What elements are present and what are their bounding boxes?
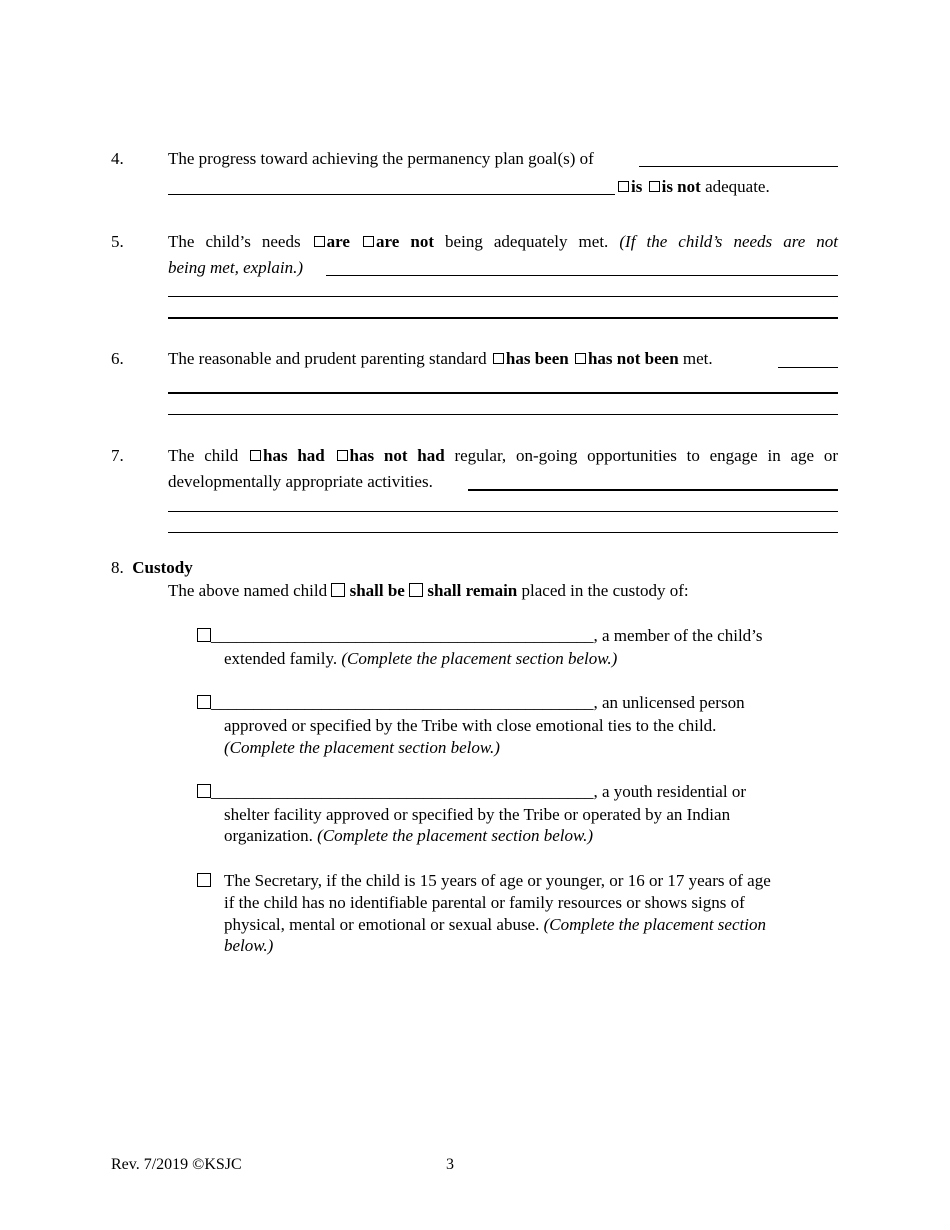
item8-heading-row <box>111 558 193 578</box>
shall-be-checkbox[interactable] <box>331 583 345 597</box>
custody-option-checkbox[interactable] <box>197 628 211 642</box>
has-been-checkbox[interactable] <box>493 353 504 364</box>
custody-option-4-line1: The Secretary, if the child is 15 years of age or younger, or 16 or 17 years of age <box>224 871 771 890</box>
item5-explain-blank[interactable] <box>326 275 838 276</box>
item7-text: The child has had has not had regular, on-going opportunities to engage in age or <box>168 446 839 465</box>
custody-option-2: _____________________________________________, an unlicensed person <box>197 693 745 713</box>
item-number: 4. <box>111 149 124 168</box>
custody-option-4-line3: physical, mental or emotional or sexual abuse. (Complete the placement section <box>224 915 766 934</box>
item-number: 7. <box>111 446 124 465</box>
are-checkbox[interactable] <box>314 236 325 247</box>
custody-option-checkbox[interactable] <box>197 873 211 887</box>
has-not-been-checkbox[interactable] <box>575 353 586 364</box>
custody-option-4-line4: below.) <box>224 936 274 955</box>
are-not-checkbox[interactable] <box>363 236 374 247</box>
item6-blank[interactable] <box>778 367 838 368</box>
is-not-checkbox[interactable] <box>649 181 660 192</box>
item7-text-line2: developmentally appropriate activities. <box>168 472 433 491</box>
custody-option-checkbox[interactable] <box>197 695 211 709</box>
item6-blank-2[interactable] <box>168 392 838 394</box>
item-number: 8. <box>111 558 124 577</box>
item4-goal-blank-2[interactable] <box>168 194 615 195</box>
item6-text: The reasonable and prudent parenting standard has been has not been met. <box>168 349 713 368</box>
item7-blank-3[interactable] <box>168 532 838 533</box>
shall-remain-checkbox[interactable] <box>409 583 423 597</box>
custody-option-1: _____________________________________________, a member of the child’s <box>197 626 763 646</box>
name-blank[interactable]: _____________________________________________ <box>211 693 594 712</box>
item6-blank-3[interactable] <box>168 414 838 415</box>
item7-blank-2[interactable] <box>168 511 838 512</box>
item-number: 5. <box>111 232 124 251</box>
item7-blank[interactable] <box>468 489 838 491</box>
has-not-had-checkbox[interactable] <box>337 450 348 461</box>
name-blank[interactable]: _____________________________________________ <box>211 782 594 801</box>
custody-option-2-line3: (Complete the placement section below.) <box>224 738 500 757</box>
custody-option-3-line2: shelter facility approved or specified by the Tribe or operated by an Indian <box>224 805 731 824</box>
custody-option-4-checkbox-wrap <box>197 871 211 891</box>
item-number: 6. <box>111 349 124 368</box>
item8-text: The above named child shall be shall remain placed in the custody of: <box>168 581 689 600</box>
item4-text: The progress toward achieving the permanency plan goal(s) of <box>168 149 594 168</box>
footer-revision: Rev. 7/2019 ©KSJC <box>111 1156 242 1173</box>
custody-option-4-line2: if the child has no identifiable parental or family resources or shows signs of <box>224 893 745 912</box>
item4-options: is is not adequate. <box>616 177 770 197</box>
custody-option-3-line3: organization. (Complete the placement section below.) <box>224 826 594 845</box>
page-number: 3 <box>446 1156 454 1173</box>
item5-explain-blank-3[interactable] <box>168 317 838 319</box>
custody-option-2-line2: approved or specified by the Tribe with close emotional ties to the child. <box>224 716 717 735</box>
custody-heading: Custody <box>132 558 193 577</box>
item4-goal-blank[interactable] <box>639 166 838 167</box>
item5-explain-label: being met, explain.) <box>168 258 304 277</box>
custody-option-checkbox[interactable] <box>197 784 211 798</box>
item5-explain-blank-2[interactable] <box>168 296 838 297</box>
name-blank[interactable]: _____________________________________________ <box>211 626 594 645</box>
is-checkbox[interactable] <box>618 181 629 192</box>
has-had-checkbox[interactable] <box>250 450 261 461</box>
custody-option-1-line2: extended family. (Complete the placement section below.) <box>224 649 618 668</box>
custody-option-3: _____________________________________________, a youth residential or <box>197 782 746 802</box>
item5-text: The child’s needs are are not being adequately met. (If the child’s needs are not <box>168 232 839 251</box>
